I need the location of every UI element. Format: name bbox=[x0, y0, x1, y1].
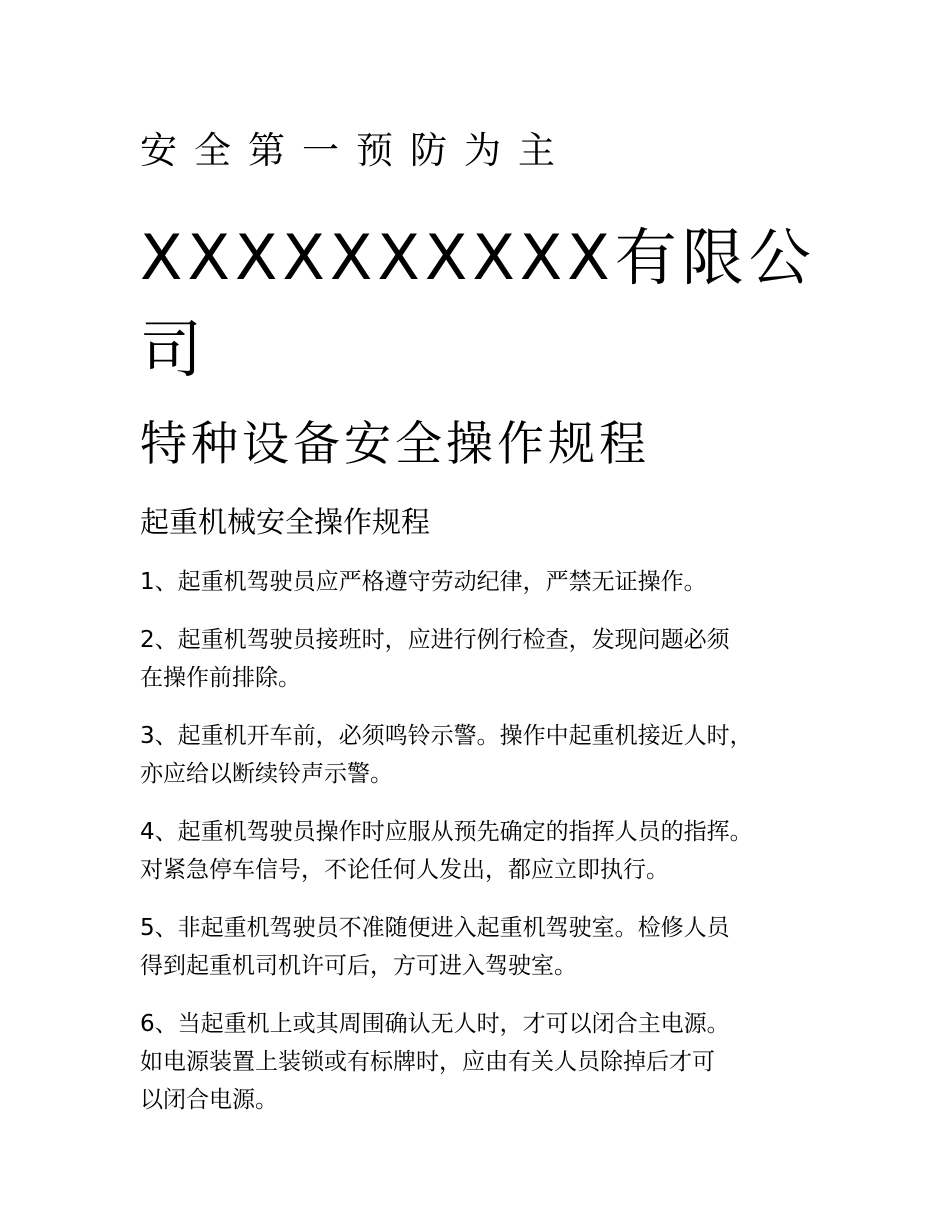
clause-line: 5、非起重机驾驶员不准随便进入起重机驾驶室。检修人员 bbox=[140, 915, 730, 941]
clause-item bbox=[140, 1005, 840, 1119]
safety-slogan: 安全第一预防为主 bbox=[140, 129, 572, 172]
clause-line: 如电源装置上装锁或有标牌时，应由有关人员除掉后才可 bbox=[140, 1049, 715, 1075]
clause-line: 2、起重机驾驶员接班时，应进行例行检查，发现问题必须 bbox=[140, 627, 730, 653]
clause-list bbox=[140, 563, 840, 1139]
clause-item bbox=[140, 621, 840, 697]
clause-item bbox=[140, 717, 840, 793]
clause-line: 得到起重机司机许可后，方可进入驾驶室。 bbox=[140, 953, 577, 979]
clause-line: 1、起重机驾驶员应严格遵守劳动纪律，严禁无证操作。 bbox=[140, 569, 707, 595]
clause-line: 亦应给以断续铃声示警。 bbox=[140, 761, 393, 787]
section-title: 起重机械安全操作规程 bbox=[140, 505, 431, 539]
clause-item bbox=[140, 813, 840, 889]
clause-line: 6、当起重机上或其周围确认无人时，才可以闭合主电源。 bbox=[140, 1011, 730, 1037]
clause-line: 以闭合电源。 bbox=[140, 1087, 278, 1113]
clause-item bbox=[140, 563, 840, 601]
clause-line: 4、起重机驾驶员操作时应服从预先确定的指挥人员的指挥。 bbox=[140, 819, 753, 845]
company-name: XXXXXXXXXX有限公司 bbox=[140, 221, 816, 386]
clause-line: 在操作前排除。 bbox=[140, 665, 301, 691]
clause-line: 3、起重机开车前，必须鸣铃示警。操作中起重机接近人时， bbox=[140, 723, 753, 749]
clause-line: 对紧急停车信号，不论任何人发出，都应立即执行。 bbox=[140, 857, 669, 883]
document-title: 特种设备安全操作规程 bbox=[140, 417, 650, 472]
clause-item bbox=[140, 909, 840, 985]
